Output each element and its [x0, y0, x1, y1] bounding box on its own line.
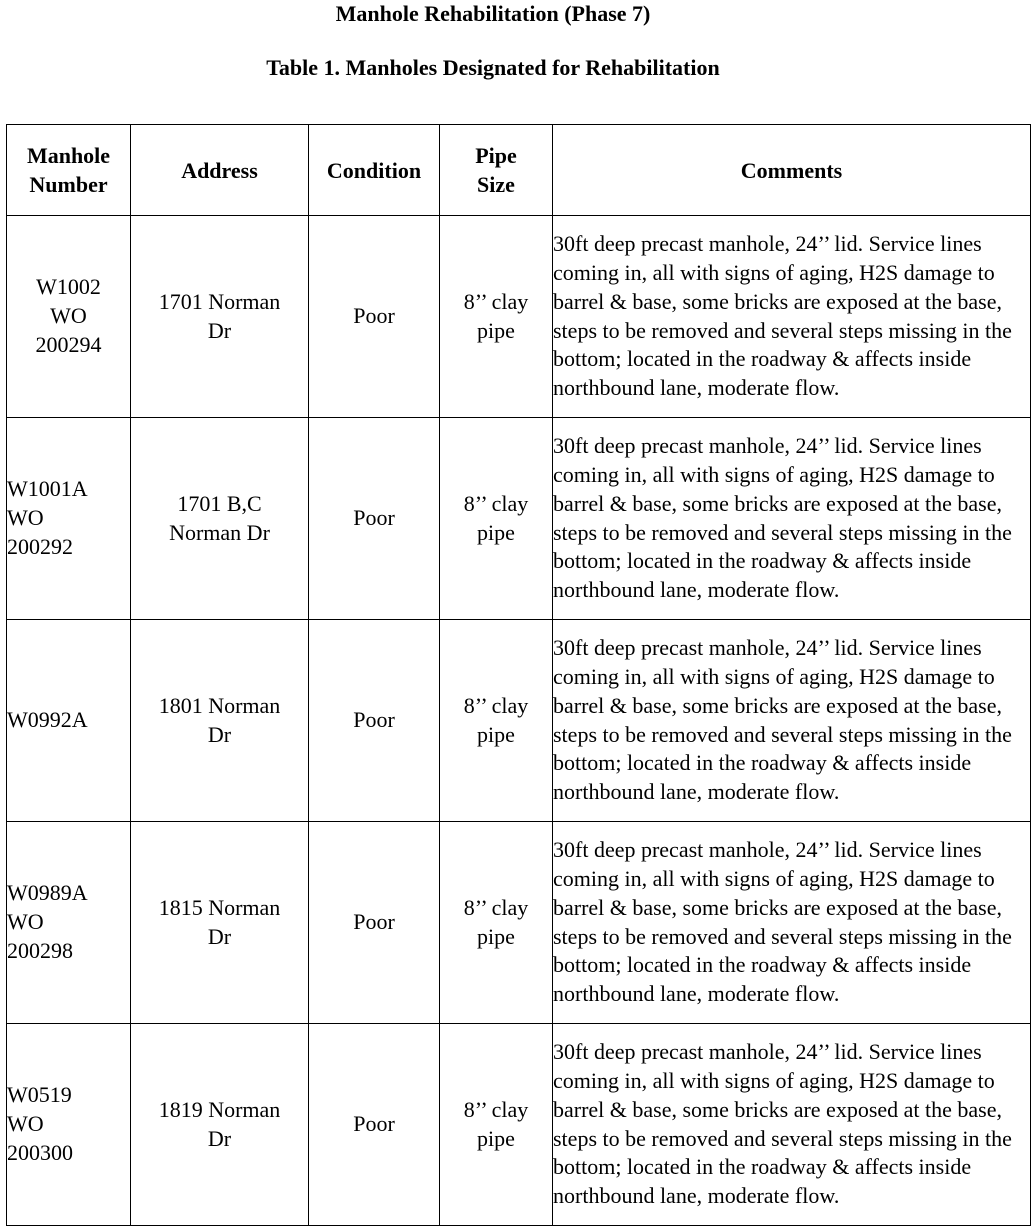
table-caption: Table 1. Manholes Designated for Rehabilitation	[266, 55, 720, 80]
cell-address: 1819 Norman Dr	[131, 1024, 309, 1226]
cell-manhole-number: W0989A WO 200298	[7, 822, 131, 1024]
header-comments: Comments	[553, 125, 1031, 216]
cell-manhole-number: W1001A WO 200292	[7, 418, 131, 620]
header-pipe-size: Pipe Size	[440, 125, 553, 216]
cell-manhole-number: W1002 WO 200294	[7, 216, 131, 418]
cell-pipe-size: 8’’ clay pipe	[440, 1024, 553, 1226]
cell-comments: 30ft deep precast manhole, 24’’ lid. Service lines coming in, all with signs of aging, H2S damage to barrel & base, some bricks are exposed at the base, steps to be removed and several steps missing in the bottom; located in the roadway & affects inside northbound lane, moderate flow.	[553, 620, 1031, 822]
document-title: Manhole Rehabilitation (Phase 7)	[335, 1, 651, 26]
table-row	[7, 620, 1031, 822]
cell-manhole-number: W0519 WO 200300	[7, 1024, 131, 1226]
cell-comments: 30ft deep precast manhole, 24’’ lid. Service lines coming in, all with signs of aging, H2S damage to barrel & base, some bricks are exposed at the base, steps to be removed and several steps missing in the bottom; located in the roadway & affects inside northbound lane, moderate flow.	[553, 1024, 1031, 1226]
cell-comments: 30ft deep precast manhole, 24’’ lid. Service lines coming in, all with signs of aging, H2S damage to barrel & base, some bricks are exposed at the base, steps to be removed and several steps missing in the bottom; located in the roadway & affects inside northbound lane, moderate flow.	[553, 822, 1031, 1024]
cell-pipe-size: 8’’ clay pipe	[440, 822, 553, 1024]
cell-pipe-size: 8’’ clay pipe	[440, 216, 553, 418]
table-row	[7, 418, 1031, 620]
header-manhole-number: Manhole Number	[7, 125, 131, 216]
cell-address: 1801 Norman Dr	[131, 620, 309, 822]
cell-pipe-size: 8’’ clay pipe	[440, 418, 553, 620]
cell-condition: Poor	[309, 216, 440, 418]
cell-condition: Poor	[309, 418, 440, 620]
table-row	[7, 822, 1031, 1024]
cell-address: 1701 B,C Norman Dr	[131, 418, 309, 620]
cell-condition: Poor	[309, 822, 440, 1024]
cell-comments: 30ft deep precast manhole, 24’’ lid. Service lines coming in, all with signs of aging, H2S damage to barrel & base, some bricks are exposed at the base, steps to be removed and several steps missing in the bottom; located in the roadway & affects inside northbound lane, moderate flow.	[553, 216, 1031, 418]
header-condition: Condition	[309, 125, 440, 216]
header-address: Address	[131, 125, 309, 216]
table-header-row	[7, 125, 1031, 216]
cell-comments: 30ft deep precast manhole, 24’’ lid. Service lines coming in, all with signs of aging, H2S damage to barrel & base, some bricks are exposed at the base, steps to be removed and several steps missing in the bottom; located in the roadway & affects inside northbound lane, moderate flow.	[553, 418, 1031, 620]
table-row	[7, 1024, 1031, 1226]
manhole-table	[6, 124, 1031, 1226]
cell-address: 1701 Norman Dr	[131, 216, 309, 418]
cell-condition: Poor	[309, 620, 440, 822]
cell-manhole-number: W0992A	[7, 620, 131, 822]
cell-condition: Poor	[309, 1024, 440, 1226]
cell-address: 1815 Norman Dr	[131, 822, 309, 1024]
table-row	[7, 216, 1031, 418]
cell-pipe-size: 8’’ clay pipe	[440, 620, 553, 822]
